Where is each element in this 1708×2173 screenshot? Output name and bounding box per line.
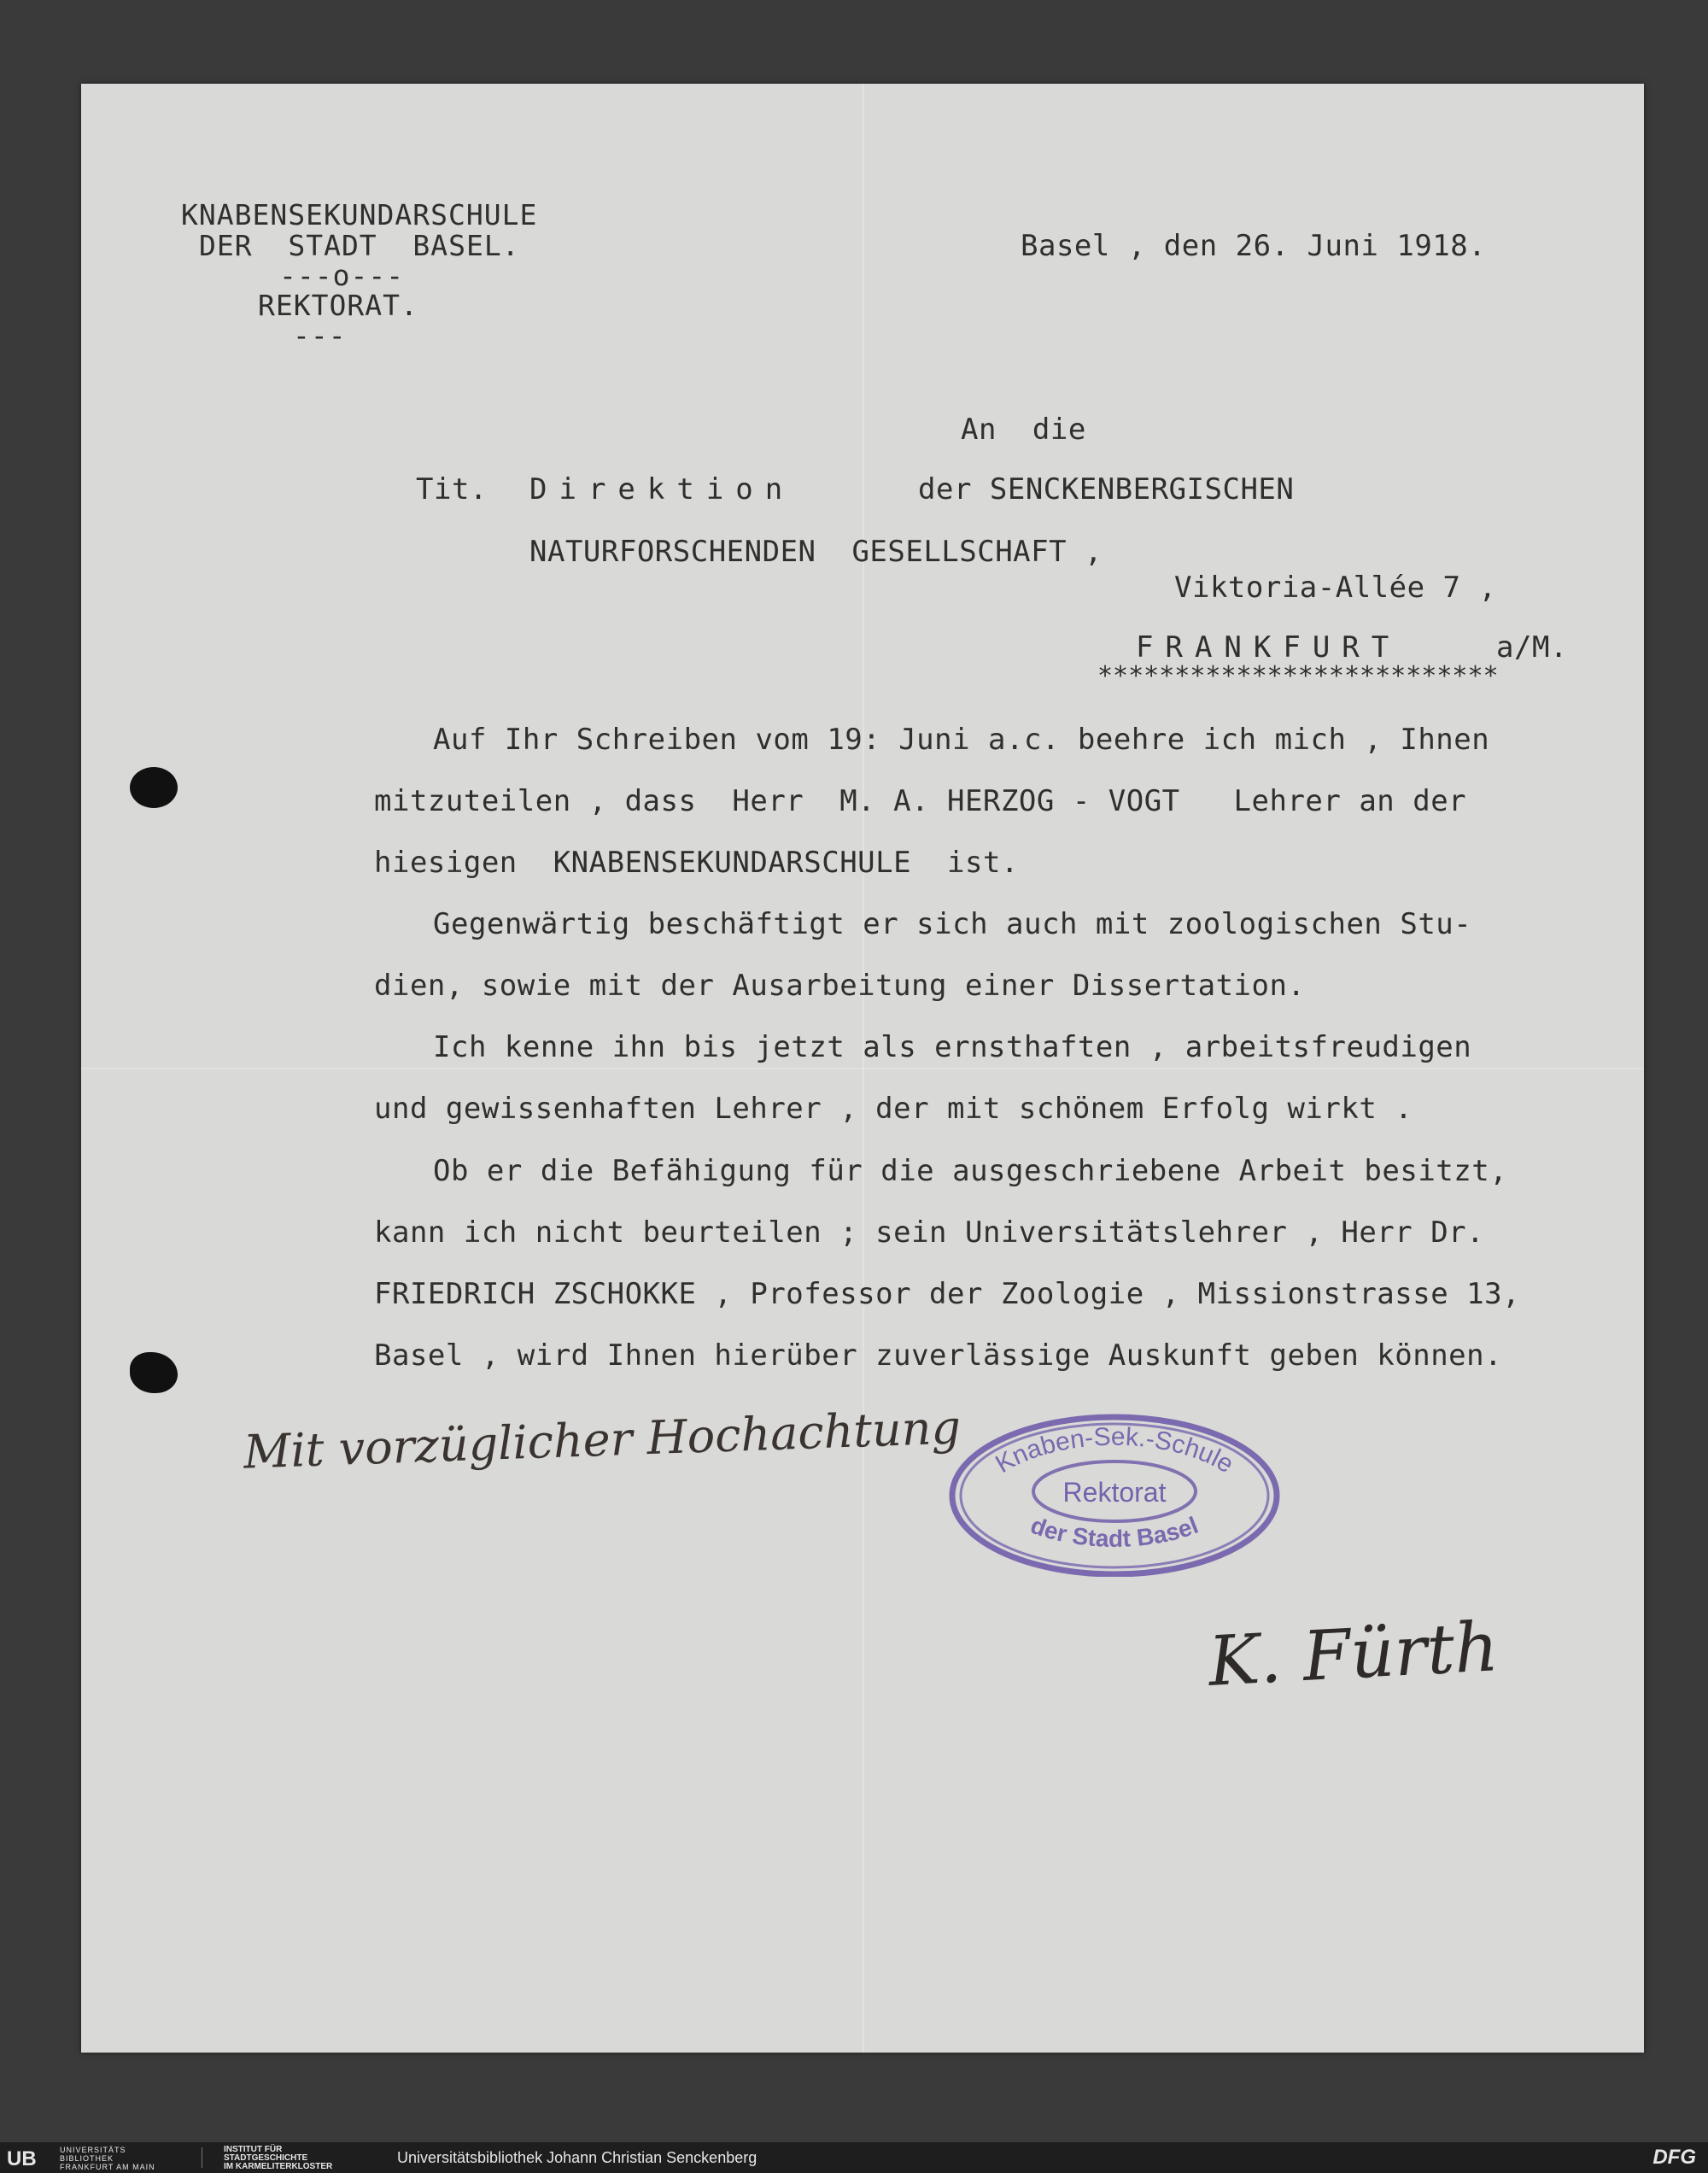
address-tit: Tit.: [416, 472, 488, 507]
body-line: Ob er die Befähigung für die ausgeschriebene Arbeit besitzt,: [433, 1154, 1508, 1188]
handwritten-closing: Mit vorzüglicher Hochachtung: [243, 1400, 962, 1479]
body-line: und gewissenhaften Lehrer , der mit schönem Erfolg wirkt .: [374, 1092, 1413, 1126]
address-society-2: NATURFORSCHENDEN GESELLSCHAFT ,: [529, 535, 1103, 569]
address-direktion: Direktion: [529, 472, 795, 507]
body-line: hiesigen KNABENSEKUNDARSCHULE ist.: [374, 846, 1019, 880]
ub-logo-text: UB: [7, 2147, 37, 2170]
letterhead-rektorat: REKTORAT.: [258, 289, 418, 322]
ifs-logo-text: INSTITUT FÜR STADTGESCHICHTE IM KARMELITERKLOSTER: [224, 2145, 333, 2171]
letterhead-ornament: ---o---: [279, 259, 405, 292]
address-an-die: An die: [961, 413, 1086, 447]
address-underline: **************************: [1097, 661, 1499, 691]
punch-hole-lower: [130, 1352, 178, 1393]
dfg-logo: DFG: [1652, 2146, 1696, 2169]
handwritten-signature: K. Fürth: [1206, 1607, 1500, 1702]
punch-hole-upper: [130, 767, 178, 808]
fold-line-horizontal: [81, 1068, 1644, 1069]
body-line: Auf Ihr Schreiben vom 19: Juni a.c. beehre ich mich , Ihnen: [433, 723, 1490, 757]
address-city-suffix: a/M.: [1496, 630, 1568, 665]
body-line: Gegenwärtig beschäftigt er sich auch mit zoologischen Stu-: [433, 907, 1472, 941]
stamp-top-text: Knaben-Sek.-Schule: [991, 1422, 1239, 1479]
body-line: dien, sowie mit der Ausarbeitung einer Dissertation.: [374, 969, 1306, 1003]
stamp-center-text: Rektorat: [1062, 1477, 1167, 1508]
library-name: Universitätsbibliothek Johann Christian Senckenberg: [397, 2149, 757, 2166]
stamp-bottom-text: der Stadt Basel: [1027, 1511, 1202, 1552]
address-street: Viktoria-Allée 7 ,: [1174, 571, 1497, 605]
address-city: FRANKFURT: [1136, 630, 1401, 665]
letterhead-school: KNABENSEKUNDARSCHULE: [181, 198, 538, 231]
ub-logo-subtext: UNIVERSITÄTS BIBLIOTHEK FRANKFURT AM MAIN: [60, 2146, 155, 2171]
body-line: Basel , wird Ihnen hierüber zuverlässige Auskunft geben können.: [374, 1338, 1503, 1373]
letter-page: [81, 84, 1644, 2053]
letterhead-city: DER STADT BASEL.: [199, 229, 520, 262]
footer-bar: [0, 2142, 1708, 2173]
address-society: der SENCKENBERGISCHEN: [918, 472, 1295, 507]
body-line: kann ich nicht beurteilen ; sein Universitätslehrer , Herr Dr.: [374, 1215, 1485, 1250]
letterhead-rule: ---: [293, 319, 347, 352]
body-line: Ich kenne ihn bis jetzt als ernsthaften , arbeitsfreudigen: [433, 1030, 1472, 1064]
body-line: mitzuteilen , dass Herr M. A. HERZOG - VOGT Lehrer an der: [374, 784, 1467, 818]
body-line: FRIEDRICH ZSCHOKKE , Professor der Zoologie , Missionstrasse 13,: [374, 1277, 1521, 1311]
dateline: Basel , den 26. Juni 1918.: [1021, 229, 1487, 263]
rektorat-stamp: [944, 1406, 1285, 1577]
